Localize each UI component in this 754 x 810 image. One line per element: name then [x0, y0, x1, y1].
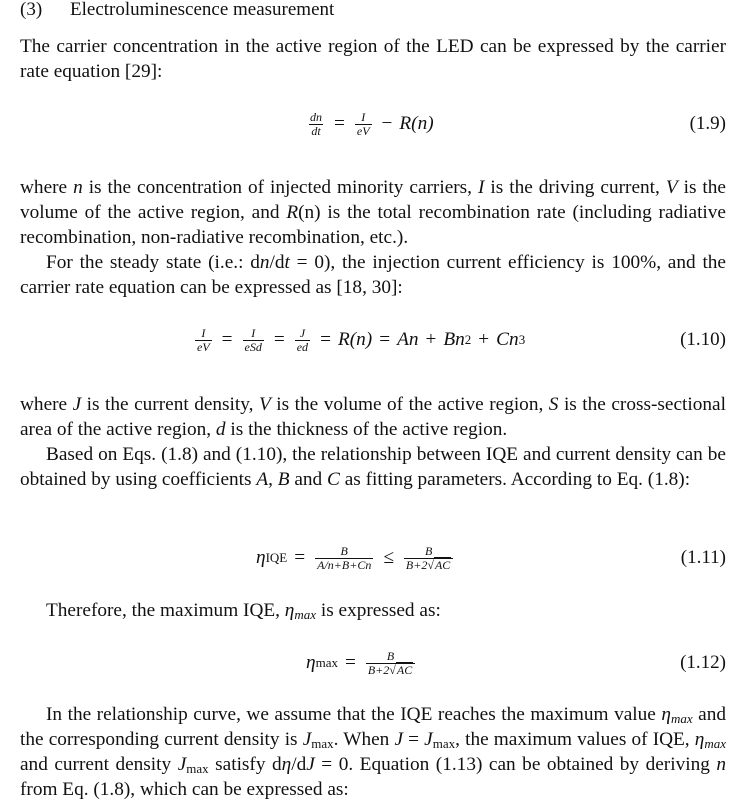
section-title: Electroluminescence measurement	[70, 0, 335, 20]
equation-1-12: η max = $\frac{B}{B+2√AC}$ (1.12)	[306, 648, 726, 677]
paragraph-relationship-curve: In the relationship curve, we assume that the IQE reaches the maximum value $\eta_{max}$ and the corresponding current density is $J_{max}$. When $J = J_{max}$, the maximum values of IQE, $\eta_{max}$ and current density $J_{max}$ satisfy dη/dJ = 0. Equation (1.13) can be obtained by deriving n from Eq. (1.8), which can be expressed as:	[20, 704, 727, 800]
fraction-i-ev: $\frac{I}{eV}$	[356, 109, 370, 138]
fraction-i-ev: $\frac{I}{eV}$	[197, 325, 210, 354]
equation-number: (1.12)	[680, 652, 726, 673]
equation-number: (1.10)	[680, 329, 726, 350]
equation-1-9: $\frac{dn}{dt}$ = $\frac{I}{eV}$ − R(n) (1.9)	[310, 109, 726, 138]
fraction-b-over-a-n: $\frac{B}{A/n+B+Cn}$	[317, 543, 372, 572]
paragraph-carrier-rate-intro: The carrier concentration in the active region of the LED can be expressed by the carrier rate equation [29]:	[20, 36, 726, 82]
fraction-j-ed: $\frac{J}{ed}$	[296, 325, 309, 354]
fraction-b-over-sqrt: $\frac{B}{B+2√AC}$	[366, 650, 415, 677]
equation-1-11: η IQE = $\frac{B}{A/n+B+Cn}$ ≤ $\frac{B}{B+2√AC}$ (1.11)	[256, 543, 726, 572]
section-number: (3)	[20, 0, 43, 20]
equation-1-10: $\frac{I}{eV}$ = $\frac{I}{\text{eSd}}$ = $\frac{J}{ed}$ = R(n) = An + Bn 2 + Cn 3 (1.10)	[197, 325, 726, 354]
paragraph-max-iqe: Therefore, the maximum IQE, $\eta_{max}$ is expressed as:	[46, 600, 441, 622]
fraction-dn-dt: $\frac{dn}{dt}$	[310, 109, 322, 138]
paragraph-current-density-definitions: where J is the current density, V is the volume of the active region, S is the cross-sectional area of the active region, d is the thickness of the active region.	[20, 394, 726, 440]
paragraph-variable-definitions: where n is the concentration of injected minority carriers, I is the driving current, V is the volume of the active region, and R(n) is the total recombination rate (including radiative recombination, non-radiative recombination, etc.).	[20, 177, 726, 248]
fraction-b-over-sqrt: $\frac{B}{B+2√AC}$	[404, 545, 453, 572]
section-heading	[20, 0, 334, 22]
fraction-i-esd: $\frac{I}{\text{eSd}}$	[244, 325, 262, 354]
equation-number: (1.9)	[689, 113, 726, 134]
equation-number: (1.11)	[680, 547, 726, 568]
paragraph-iqe-relationship: Based on Eqs. (1.8) and (1.10), the relationship between IQE and current density can be obtained by using coefficients A, B and C as fitting parameters. According to Eq. (1.8):	[20, 444, 726, 490]
paragraph-steady-state: For the steady state (i.e.: dn/dt = 0), the injection current efficiency is 100%, and the carrier rate equation can be expressed as [18, 30]:	[20, 252, 726, 298]
